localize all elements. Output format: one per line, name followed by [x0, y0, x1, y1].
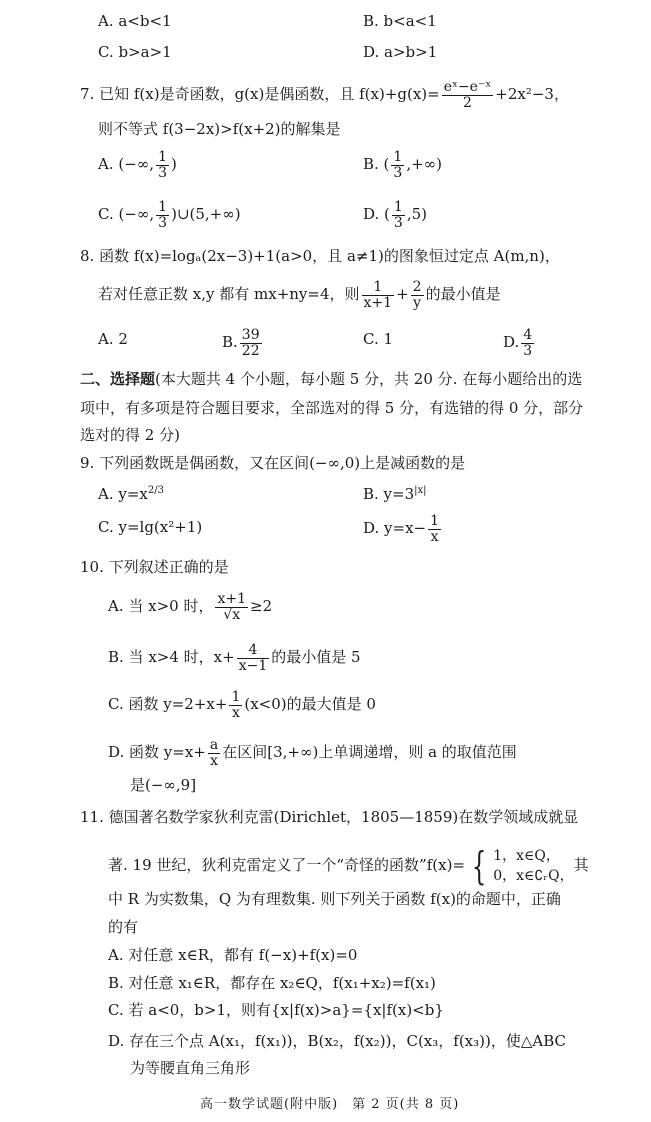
piecewise-case-2: 0，x∈∁ᵣQ，	[493, 868, 574, 884]
q10-option-c-prefix: C. 函数 y=2+x+	[108, 695, 228, 714]
q8-option-b-prefix: B.	[222, 333, 238, 352]
q7-stem-line-1	[80, 80, 569, 110]
q8-stem-line-2	[98, 280, 501, 310]
q7-option-d-suffix: ,5)	[406, 205, 427, 224]
q10-option-d	[108, 738, 517, 768]
q9-option-d-prefix: D. y=x−	[363, 519, 427, 538]
q9-option-d	[363, 514, 443, 544]
q10-option-c	[108, 690, 376, 720]
q7-option-a-prefix: A. (−∞,	[98, 155, 155, 174]
q11-option-b: B. 对任意 x₁∈R，都存在 x₂∈Q，f(x₁+x₂)=f(x₁)	[108, 974, 436, 992]
q7-option-c-den: 3	[158, 214, 168, 231]
q8-stem-prefix: 若对任意正数 x,y 都有 mx+ny=4，则	[98, 285, 360, 304]
q9-option-b-text: B. y=3	[363, 485, 415, 503]
q10-option-d-prefix: D. 函数 y=x+	[108, 743, 206, 762]
q7-stem-line-2: 则不等式 f(3−2x)>f(x+2)的解集是	[98, 120, 341, 138]
q8-fraction-2	[411, 280, 424, 310]
q7-option-d-num: 1	[393, 199, 403, 215]
q8-option-b	[222, 328, 264, 358]
section-2-line-2: 项中，有多项是符合题目要求，全部选对的得 5 分，有选错的得 0 分，部分	[80, 399, 584, 417]
q10-stem: 10. 下列叙述正确的是	[80, 558, 229, 576]
q6-option-c: C. b>a>1	[98, 43, 172, 61]
q10-option-a-den: √x	[223, 606, 241, 623]
q8-plus-sign: +	[396, 285, 409, 304]
q8-option-b-num: 39	[241, 327, 260, 343]
q10-option-d-line-2: 是(−∞,9]	[130, 776, 197, 794]
q7-stem-text: 7. 已知 f(x)是奇函数，g(x)是偶函数，且 f(x)+g(x)=	[80, 85, 440, 104]
q10-option-c-den: x	[231, 704, 240, 721]
q7-option-a-num: 1	[158, 149, 167, 165]
q8-fraction-2-num: 2	[412, 279, 422, 295]
q11-stem-suffix: 其	[573, 856, 589, 874]
q11-stem-prefix: 著. 19 世纪，狄利克雷定义了一个“奇怪的函数”f(x)=	[108, 856, 466, 874]
page-footer: 高一数学试题(附中版) 第 2 页(共 8 页)	[200, 1097, 460, 1112]
q8-fraction-1-den: x+1	[363, 294, 393, 311]
piecewise-brace: {	[471, 844, 487, 888]
q7-option-b-suffix: ,+∞)	[406, 155, 443, 174]
q9-option-b	[363, 480, 427, 505]
q8-option-d-prefix: D.	[503, 333, 520, 352]
q10-option-d-fraction	[208, 738, 220, 768]
piecewise-case-1: 1，x∈Q，	[493, 848, 560, 864]
q8-fraction-1	[362, 280, 395, 310]
q10-option-a	[108, 592, 272, 622]
q8-option-b-fraction	[240, 328, 262, 358]
q7-option-a-den: 3	[158, 164, 167, 181]
q10-option-c-suffix: (x<0)的最大值是 0	[244, 695, 376, 714]
q7-option-b-num: 1	[393, 149, 403, 165]
q7-option-d-den: 3	[393, 214, 403, 231]
q7-fraction	[442, 80, 494, 110]
section-2-line-3: 选对的得 2 分)	[80, 426, 180, 444]
q7-option-d	[363, 200, 427, 230]
q10-option-a-prefix: A. 当 x>0 时，	[108, 597, 214, 616]
q7-option-d-fraction	[392, 200, 405, 230]
q7-option-d-prefix: D. (	[363, 205, 390, 224]
q9-option-b-exponent: |x|	[414, 485, 427, 496]
q8-fraction-2-den: y	[413, 294, 422, 311]
q8-option-a: A. 2	[98, 330, 128, 348]
q9-stem: 9. 下列函数既是偶函数，又在区间(−∞,0)上是减函数的是	[80, 454, 466, 472]
q7-option-a-fraction	[156, 150, 169, 180]
q7-fraction-denominator: 2	[463, 94, 472, 111]
q7-option-c-num: 1	[158, 199, 168, 215]
q7-option-c-prefix: C. (−∞,	[98, 205, 155, 224]
q8-option-b-den: 22	[241, 342, 260, 359]
q6-option-d: D. a>b>1	[363, 43, 438, 61]
q10-option-a-num: x+1	[217, 591, 247, 607]
q8-fraction-1-num: 1	[362, 280, 395, 296]
section-2-intro-1: (本大题共 4 个小题，每小题 5 分，共 20 分. 在每小题给出的选	[155, 370, 583, 388]
q10-option-b-den: x−1	[238, 657, 268, 674]
q11-stem-line-2	[108, 846, 589, 886]
q11-option-c: C. 若 a<0，b>1，则有{x|f(x)>a}={x|f(x)<b}	[108, 1001, 444, 1019]
q9-option-d-den: x	[430, 528, 439, 545]
q7-fraction-numerator: eˣ−e⁻ˣ	[443, 79, 492, 95]
q7-option-c-suffix: )∪(5,+∞)	[171, 205, 241, 224]
q10-option-d-suffix: 在区间[3,+∞)上单调递增，则 a 的取值范围	[222, 743, 517, 762]
section-2-line-1	[80, 368, 582, 390]
q7-option-c	[98, 200, 241, 230]
q7-stem-tail: +2x²−3，	[495, 85, 569, 104]
q7-option-a	[98, 150, 177, 180]
q7-option-b-fraction	[391, 150, 404, 180]
q6-option-b: B. b<a<1	[363, 12, 437, 30]
section-2-heading: 二、选择题	[80, 370, 156, 388]
piecewise-cases	[493, 846, 573, 886]
q7-option-b	[363, 150, 442, 180]
q11-stem-line-1: 11. 德国著名数学家狄利克雷(Dirichlet，1805—1859)在数学领域成就显	[80, 808, 579, 826]
q11-option-a: A. 对任意 x∈R，都有 f(−x)+f(x)=0	[108, 946, 358, 964]
q8-option-d-num: 4	[523, 327, 533, 343]
q8-option-d-fraction	[521, 328, 534, 358]
q9-option-d-num: 1	[430, 513, 440, 529]
q9-option-a-exponent: 2/3	[147, 485, 164, 496]
q10-option-a-suffix: ≥2	[250, 597, 273, 616]
q7-option-b-prefix: B. (	[363, 155, 390, 174]
q11-option-d-line-1: D. 存在三个点 A(x₁，f(x₁))，B(x₂，f(x₂))，C(x₃，f(x₃))，使△ABC	[108, 1032, 566, 1050]
q8-option-d	[503, 328, 536, 358]
q10-option-b-prefix: B. 当 x>4 时，x+	[108, 648, 235, 667]
q11-option-d-line-2: 为等腰直角三角形	[130, 1059, 251, 1077]
q9-option-d-fraction	[428, 514, 441, 544]
q9-option-c: C. y=lg(x²+1)	[98, 518, 203, 536]
q8-option-c: C. 1	[363, 330, 394, 348]
q8-stem-line-1: 8. 函数 f(x)=logₐ(2x−3)+1(a>0，且 a≠1)的图象恒过定点 A(m,n)，	[80, 247, 560, 265]
q10-option-a-fraction	[215, 592, 248, 622]
q10-option-b-suffix: 的最小值是 5	[271, 648, 361, 667]
q9-option-a	[98, 480, 164, 505]
q10-option-d-num: a	[209, 737, 219, 753]
q9-option-a-text: A. y=x	[98, 485, 148, 503]
q6-option-a: A. a<b<1	[98, 12, 172, 30]
q11-stem-line-3: 中 R 为实数集，Q 为有理数集. 则下列关于函数 f(x)的命题中，正确	[108, 890, 561, 908]
q10-option-c-num: 1	[231, 689, 241, 705]
q8-stem-suffix: 的最小值是	[425, 285, 501, 304]
q10-option-d-den: x	[210, 752, 218, 769]
q10-option-c-fraction	[229, 690, 242, 720]
q10-option-b-num: 4	[237, 643, 270, 659]
q7-option-b-den: 3	[393, 164, 403, 181]
q8-option-d-den: 3	[523, 342, 533, 359]
q7-option-c-fraction	[156, 200, 169, 230]
q10-option-b-fraction	[237, 643, 270, 673]
q10-option-b	[108, 643, 361, 673]
q11-stem-line-4: 的有	[108, 918, 139, 936]
q7-option-a-suffix: )	[170, 155, 177, 174]
